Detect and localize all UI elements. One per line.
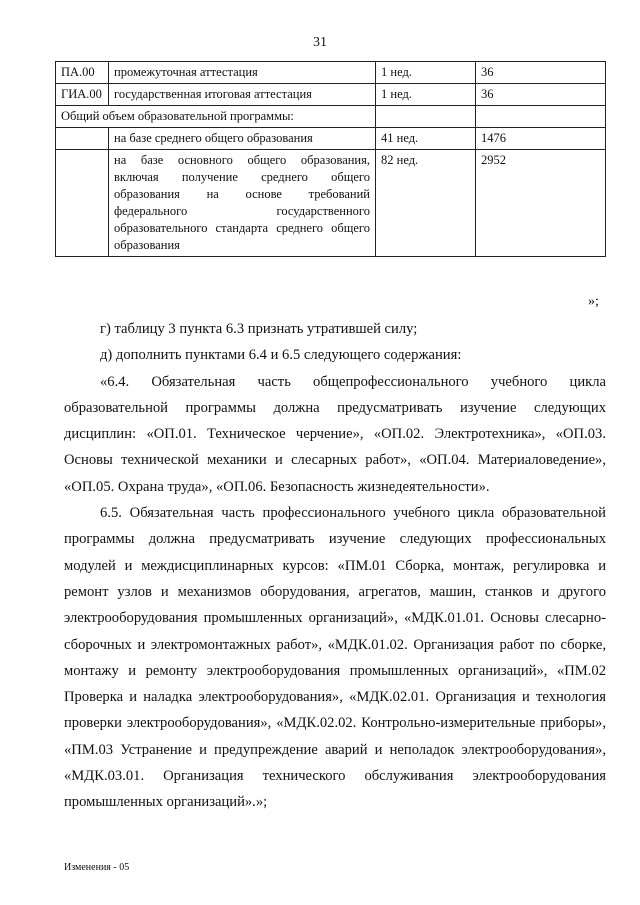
row-name: промежуточная аттестация xyxy=(109,62,376,84)
row-name: на базе среднего общего образования xyxy=(109,128,376,150)
table-row xyxy=(56,106,606,128)
footer-note: Изменения - 05 xyxy=(64,862,130,873)
row-hours: 36 xyxy=(476,62,606,84)
closing-quote: »; xyxy=(588,294,599,309)
curriculum-table xyxy=(55,61,606,257)
paragraph: «6.4. Обязательная часть общепрофессионального учебного цикла образовательной программы должна предусматривать изучение следующих дисциплин: «ОП.01. Техническое черчение», «ОП.02. Электротехника», «ОП.03. Основы технической механики и слесарных работ», «ОП.04. Материаловедение», «ОП.05. Охрана труда», «ОП.06. Безопасность жизнедеятельности». xyxy=(64,373,606,495)
row-code: ГИА.00 xyxy=(56,84,109,106)
body-text xyxy=(64,316,606,816)
row-weeks: 1 нед. xyxy=(376,62,476,84)
row-weeks: 1 нед. xyxy=(376,84,476,106)
row-hours xyxy=(476,106,606,128)
table-row xyxy=(56,62,606,84)
table-row xyxy=(56,128,606,150)
row-weeks: 41 нед. xyxy=(376,128,476,150)
paragraph: д) дополнить пунктами 6.4 и 6.5 следующего содержания: xyxy=(100,347,462,364)
row-hours: 1476 xyxy=(476,128,606,150)
row-code xyxy=(56,150,109,257)
paragraph: 6.5. Обязательная часть профессионального учебного цикла образовательной программы должна предусматривать изучение следующих профессиональных модулей и междисциплинарных курсов: «ПМ.01 Сборка, монтаж, регулировка и ремонт узлов и механизмов оборудования, агрегатов, машин, станков и другого электрооборудования промышленных организаций», «МДК.01.01. Основы слесарно-сборочных и электромонтажных работ», «МДК.01.02. Организация работ по сборке, монтажу и ремонту электрооборудования промышленных организаций», «ПМ.02 Проверка и наладка электрооборудования», «МДК.02.01. Организация и технология проверки электрооборудования», «МДК.02.02. Контрольно-измерительные приборы», «ПМ.03 Устранение и предупреждение аварий и неполадок электрооборудования», «МДК.03.01. Организация технического обслуживания электрооборудования промышленных организаций».»; xyxy=(64,505,606,811)
row-code: ПА.00 xyxy=(56,62,109,84)
page-number: 31 xyxy=(313,35,327,50)
paragraph: г) таблицу 3 пункта 6.3 признать утратившей силу; xyxy=(100,321,418,337)
row-weeks xyxy=(376,106,476,128)
row-hours: 36 xyxy=(476,84,606,106)
row-name: на базе основного общего образования, включая получение среднего общего образования на основе требований федерального государственного образовательного стандарта среднего общего образования xyxy=(109,150,376,257)
row-weeks: 82 нед. xyxy=(376,150,476,257)
row-hours: 2952 xyxy=(476,150,606,257)
table-row xyxy=(56,150,606,257)
row-code xyxy=(56,128,109,150)
table-row xyxy=(56,84,606,106)
row-name: государственная итоговая аттестация xyxy=(109,84,376,106)
row-span-text: Общий объем образовательной программы: xyxy=(56,106,376,128)
